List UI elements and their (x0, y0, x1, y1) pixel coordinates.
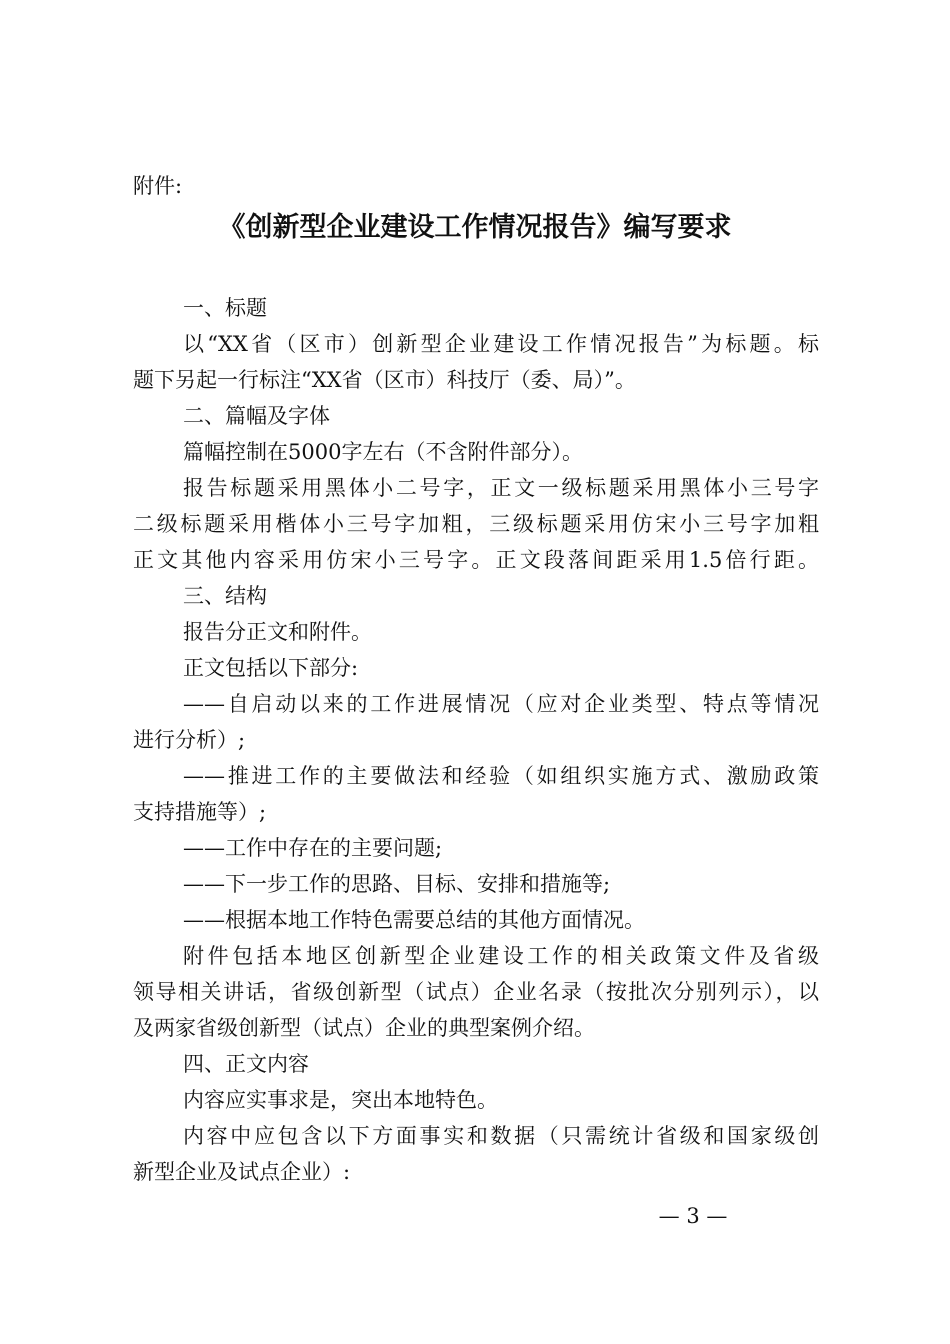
list-item-line: ——下一步工作的思路、目标、安排和措施等; (183, 872, 611, 896)
paragraph-line: 附件包括本地区创新型企业建设工作的相关政策文件及省级 (183, 944, 819, 968)
section-heading-content: 四、正文内容 (183, 1052, 309, 1076)
attachment-label: 附件: (133, 174, 183, 198)
paragraph-line: 领导相关讲话，省级创新型（试点）企业名录（按批次分别列示），以 (133, 980, 819, 1004)
list-item-line: ——根据本地工作特色需要总结的其他方面情况。 (183, 908, 645, 932)
paragraph-line: 新型企业及试点企业）: (133, 1160, 351, 1184)
list-item-line: 支持措施等）; (133, 800, 267, 824)
paragraph-line: 正文其他内容采用仿宋小三号字。正文段落间距采用1.5倍行距。 (133, 548, 819, 572)
section-heading-structure: 三、结构 (183, 584, 267, 608)
paragraph-line: 报告分正文和附件。 (183, 620, 372, 644)
paragraph-line: 正文包括以下部分: (183, 656, 359, 680)
section-heading-title: 一、标题 (183, 296, 267, 320)
section-heading-length-font: 二、篇幅及字体 (183, 404, 330, 428)
list-item-line: ——推进工作的主要做法和经验（如组织实施方式、激励政策 (183, 764, 819, 788)
paragraph-line: 以“XX省（区市）创新型企业建设工作情况报告”为标题。标 (183, 332, 819, 356)
page-number: — 3 — (658, 1204, 728, 1228)
paragraph-line: 内容中应包含以下方面事实和数据（只需统计省级和国家级创 (183, 1124, 819, 1148)
list-item-line: 进行分析）; (133, 728, 246, 752)
document-body (133, 290, 819, 1190)
list-item-line: ——自启动以来的工作进展情况（应对企业类型、特点等情况 (183, 692, 819, 716)
paragraph-line: 内容应实事求是，突出本地特色。 (183, 1088, 498, 1112)
list-item-line: ——工作中存在的主要问题; (183, 836, 443, 860)
paragraph-line: 报告标题采用黑体小二号字，正文一级标题采用黑体小三号字 (183, 476, 819, 500)
paragraph-line: 题下另起一行标注“XX省（区市）科技厅（委、局）”。 (133, 368, 636, 392)
paragraph-line: 及两家省级创新型（试点）企业的典型案例介绍。 (133, 1016, 595, 1040)
paragraph-line: 二级标题采用楷体小三号字加粗，三级标题采用仿宋小三号字加粗 (133, 512, 819, 536)
paragraph-line: 篇幅控制在5000字左右（不含附件部分）。 (183, 440, 583, 464)
document-title: 《创新型企业建设工作情况报告》编写要求 (218, 212, 732, 243)
